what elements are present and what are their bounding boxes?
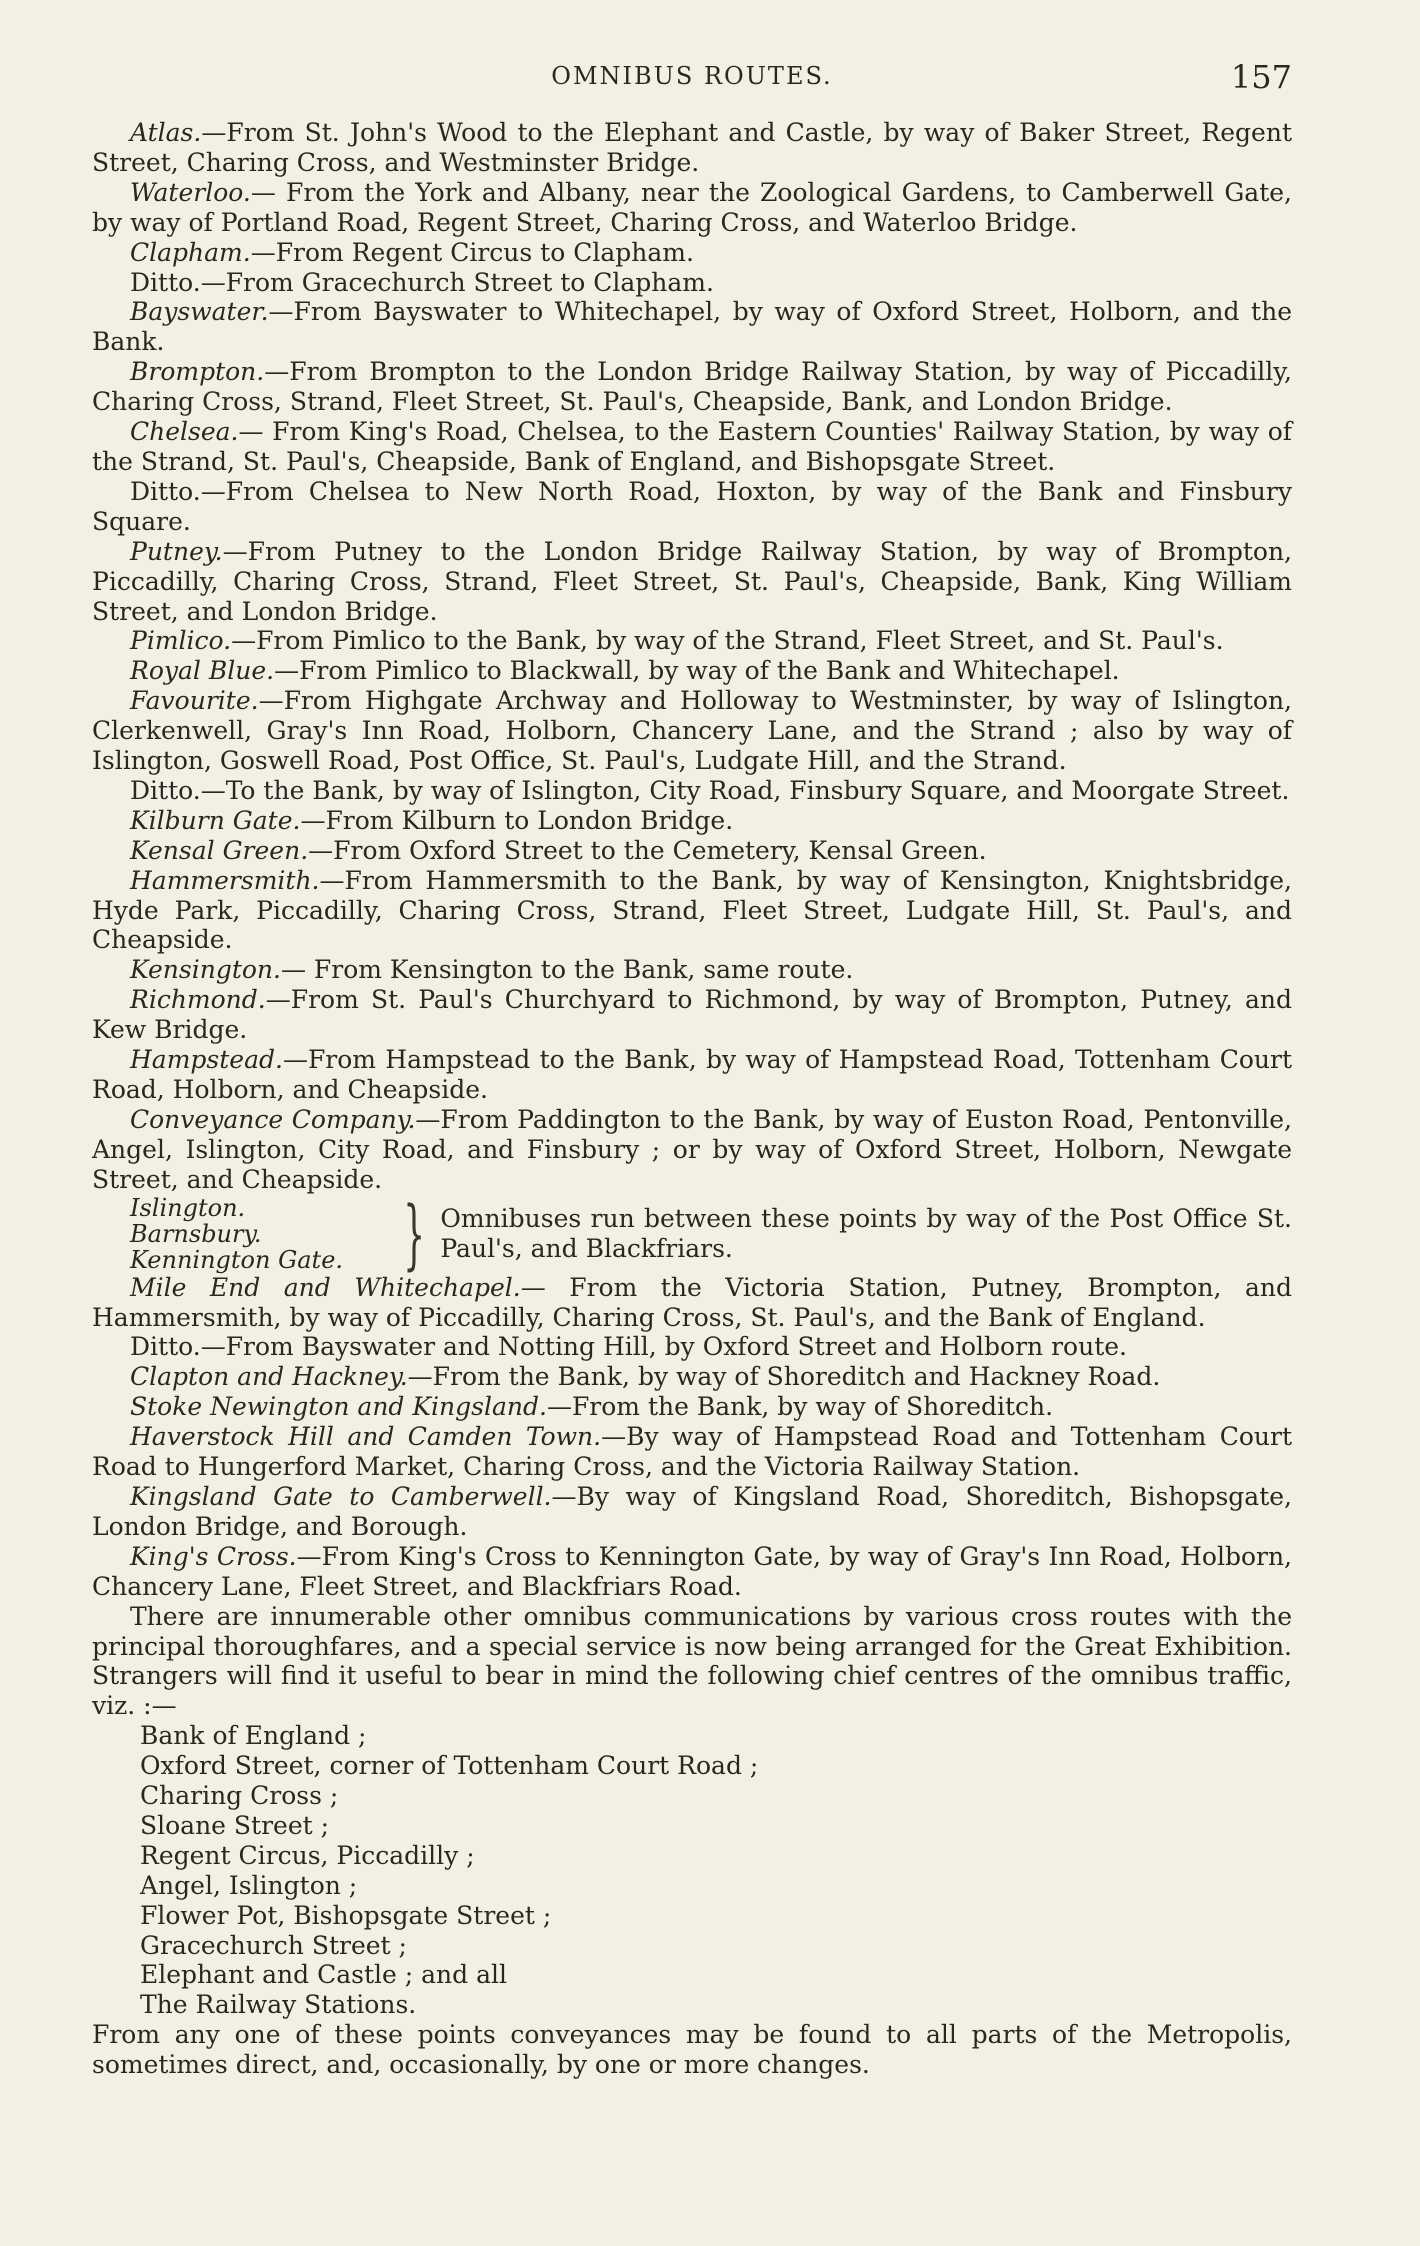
route-name: Mile End and Whitechapel. bbox=[130, 1272, 521, 1302]
route-entry bbox=[92, 1332, 1292, 1362]
route-entry bbox=[92, 1045, 1292, 1105]
route-text: —From St. John's Wood to the Elephant and Castle, by way of Baker Street, Regent Street, Charing Cross, and Westminster Bridge. bbox=[92, 118, 1292, 177]
route-name: Conveyance Company. bbox=[130, 1104, 416, 1134]
route-text: Ditto.—From Gracechurch Street to Clapham. bbox=[130, 267, 714, 297]
route-name: Pimlico. bbox=[130, 626, 232, 656]
route-entry bbox=[92, 118, 1292, 178]
route-name: Atlas. bbox=[130, 118, 202, 147]
brace-symbol: } bbox=[403, 1188, 426, 1278]
bracket-name: Kennington Gate. bbox=[130, 1245, 344, 1274]
closing-outro: From any one of these points conveyances may be found to all parts of the Metropolis, sometimes direct, and, occasionally, by one or more changes. bbox=[92, 2020, 1292, 2080]
bracket-name: Islington. bbox=[130, 1193, 246, 1222]
route-name: Kensington. bbox=[130, 955, 281, 985]
bracket-names bbox=[92, 1195, 400, 1273]
route-name: Bayswater. bbox=[130, 297, 269, 327]
route-entry bbox=[92, 357, 1292, 417]
route-entry bbox=[92, 955, 1292, 985]
route-entry bbox=[92, 1105, 1292, 1195]
route-name: Putney. bbox=[130, 536, 223, 566]
route-text: —From Putney to the London Bridge Railway Station, by way of Brompton, Piccadilly, Charing Cross, Strand, Fleet Street, St. Paul's, Cheapside, Bank, King William Street, and London Bridge. bbox=[92, 536, 1292, 626]
running-title: OMNIBUS ROUTES. bbox=[551, 62, 833, 90]
route-text: —From Oxford Street to the Cemetery, Kensal Green. bbox=[308, 835, 987, 865]
route-text: —From Highgate Archway and Holloway to Westminster, by way of Islington, Clerkenwell, Gray's Inn Road, Holborn, Chancery Lane, and the Strand ; also by way of Islington, Goswell Road, Post Office, St. Paul's, Ludgate Hill, and the Strand. bbox=[92, 686, 1292, 776]
route-name: Hampstead. bbox=[130, 1045, 283, 1075]
list-item: Bank of England ; bbox=[140, 1721, 367, 1751]
route-entry bbox=[92, 1362, 1292, 1392]
list-item: Oxford Street, corner of Tottenham Court Road ; bbox=[140, 1751, 759, 1781]
route-text: —From Paddington to the Bank, by way of Euston Road, Pentonville, Angel, Islington, City Road, and Finsbury ; or by way of Oxford Street, Holborn, Newgate Street, and Cheapside. bbox=[92, 1104, 1292, 1194]
list-item: Regent Circus, Piccadilly ; bbox=[140, 1840, 475, 1870]
route-entry bbox=[92, 238, 1292, 268]
route-text: —From Regent Circus to Clapham. bbox=[250, 237, 694, 267]
route-entry bbox=[92, 537, 1292, 627]
route-text: —By way of Kingsland Road, Shoreditch, Bishopsgate, London Bridge, and Borough. bbox=[92, 1481, 1293, 1541]
page-number: 157 bbox=[1230, 58, 1292, 96]
route-entry bbox=[92, 806, 1292, 836]
route-entry bbox=[92, 1422, 1292, 1482]
list-item: Charing Cross ; bbox=[140, 1781, 339, 1811]
route-text: —From the Bank, by way of Shoreditch. bbox=[546, 1392, 1054, 1422]
page-header bbox=[92, 58, 1292, 98]
route-name: King's Cross. bbox=[130, 1541, 297, 1571]
route-entry bbox=[92, 866, 1292, 956]
closing-intro: There are innumerable other omnibus communications by various cross routes with the principal thoroughfares, and a special service is now being arranged for the Great Exhibition. Strangers will find it useful to bear in mind the following chief centres of the omnibus traffic, viz. :— bbox=[92, 1601, 1292, 1721]
bracket-text: Omnibuses run between these points by way of the Post Office St. Paul's, and Blackfriars. bbox=[440, 1203, 1292, 1263]
route-name: Clapton and Hackney. bbox=[130, 1362, 408, 1392]
list-item: The Railway Stations. bbox=[140, 1990, 417, 2020]
route-entry bbox=[92, 417, 1292, 477]
route-text: —From Brompton to the London Bridge Railway Station, by way of Piccadilly, Charing Cross, Strand, Fleet Street, St. Paul's, Cheapside, Bank, and London Bridge. bbox=[92, 357, 1292, 417]
route-name: Kingsland Gate to Camberwell. bbox=[130, 1481, 552, 1511]
route-name: Kensal Green. bbox=[130, 835, 309, 865]
route-text: —From King's Cross to Kennington Gate, by way of Gray's Inn Road, Holborn, Chancery Lane, Fleet Street, and Blackfriars Road. bbox=[92, 1541, 1292, 1601]
route-entry bbox=[92, 836, 1292, 866]
route-text: —From Pimlico to Blackwall, by way of the Bank and Whitechapel. bbox=[274, 656, 1120, 686]
route-entry bbox=[92, 626, 1292, 656]
route-name: Favourite. bbox=[130, 686, 259, 716]
route-entry bbox=[92, 686, 1292, 776]
route-text: Ditto.—From Bayswater and Notting Hill, by Oxford Street and Holborn route. bbox=[130, 1332, 1127, 1362]
list-item: Elephant and Castle ; and all bbox=[140, 1960, 507, 1990]
route-text: —By way of Hampstead Road and Tottenham Court Road to Hungerford Market, Charing Cross, and the Victoria Railway Station. bbox=[92, 1422, 1293, 1482]
list-item: Angel, Islington ; bbox=[140, 1870, 358, 1900]
route-text: — From the Victoria Station, Putney, Brompton, and Hammersmith, by way of Piccadilly, Charing Cross, St. Paul's, and the Bank of England. bbox=[92, 1272, 1292, 1332]
page-body bbox=[92, 118, 1292, 2080]
route-entry bbox=[92, 178, 1292, 238]
route-text: —From Hammersmith to the Bank, by way of Kensington, Knightsbridge, Hyde Park, Piccadilly, Charing Cross, Strand, Fleet Street, Ludgate Hill, St. Paul's, and Cheapside. bbox=[92, 865, 1292, 955]
route-text: Ditto.—From Chelsea to New North Road, Hoxton, by way of the Bank and Finsbury Square. bbox=[92, 476, 1292, 536]
route-list-continued bbox=[92, 1273, 1292, 1602]
route-text: —From Kilburn to London Bridge. bbox=[300, 805, 734, 835]
route-entry bbox=[92, 477, 1292, 537]
route-entry bbox=[92, 656, 1292, 686]
list-item: Sloane Street ; bbox=[140, 1810, 330, 1840]
route-name: Stoke Newington and Kingsland. bbox=[130, 1392, 547, 1422]
route-text: —From Hampstead to the Bank, by way of Hampstead Road, Tottenham Court Road, Holborn, and Cheapside. bbox=[92, 1045, 1292, 1104]
route-text: —From St. Paul's Churchyard to Richmond, by way of Brompton, Putney, and Kew Bridge. bbox=[92, 985, 1292, 1045]
list-item: Flower Pot, Bishopsgate Street ; bbox=[140, 1900, 552, 1930]
route-text: —From Bayswater to Whitechapel, by way of Oxford Street, Holborn, and the Bank. bbox=[92, 297, 1292, 357]
route-entry bbox=[92, 297, 1292, 357]
list-item: Gracechurch Street ; bbox=[140, 1930, 407, 1960]
route-name: Clapham. bbox=[130, 237, 251, 267]
route-entry bbox=[92, 268, 1292, 298]
bracketed-routes bbox=[92, 1188, 1292, 1278]
route-entry bbox=[92, 985, 1292, 1045]
route-text: — From King's Road, Chelsea, to the Eastern Counties' Railway Station, by way of the Strand, St. Paul's, Cheapside, Bank of England, and Bishopsgate Street. bbox=[92, 417, 1292, 476]
route-name: Hammersmith. bbox=[130, 865, 320, 895]
route-name: Brompton. bbox=[130, 357, 265, 387]
route-entry bbox=[92, 1273, 1292, 1333]
route-name: Haverstock Hill and Camden Town. bbox=[130, 1422, 602, 1452]
route-text: —From Pimlico to the Bank, by way of the Strand, Fleet Street, and St. Paul's. bbox=[231, 626, 1224, 656]
traffic-centres-list bbox=[140, 1721, 1292, 2020]
bracket-name: Barnsbury. bbox=[130, 1219, 262, 1248]
route-entry bbox=[92, 1542, 1292, 1602]
route-text: — From the York and Albany, near the Zoological Gardens, to Camberwell Gate, by way of Portland Road, Regent Street, Charing Cross, and Waterloo Bridge. bbox=[92, 177, 1292, 237]
route-name: Kilburn Gate. bbox=[130, 805, 301, 835]
route-text: — From Kensington to the Bank, same route. bbox=[280, 955, 854, 985]
route-text: Ditto.—To the Bank, by way of Islington, City Road, Finsbury Square, and Moorgate Street. bbox=[130, 775, 1290, 805]
route-name: Waterloo. bbox=[130, 177, 251, 207]
route-entry bbox=[92, 776, 1292, 806]
route-text: —From the Bank, by way of Shoreditch and Hackney Road. bbox=[407, 1362, 1161, 1392]
route-name: Richmond. bbox=[130, 985, 266, 1015]
route-entry bbox=[92, 1392, 1292, 1422]
route-name: Chelsea. bbox=[130, 417, 239, 447]
route-entry bbox=[92, 1482, 1292, 1542]
route-list bbox=[92, 118, 1292, 1195]
route-name: Royal Blue. bbox=[130, 656, 275, 686]
